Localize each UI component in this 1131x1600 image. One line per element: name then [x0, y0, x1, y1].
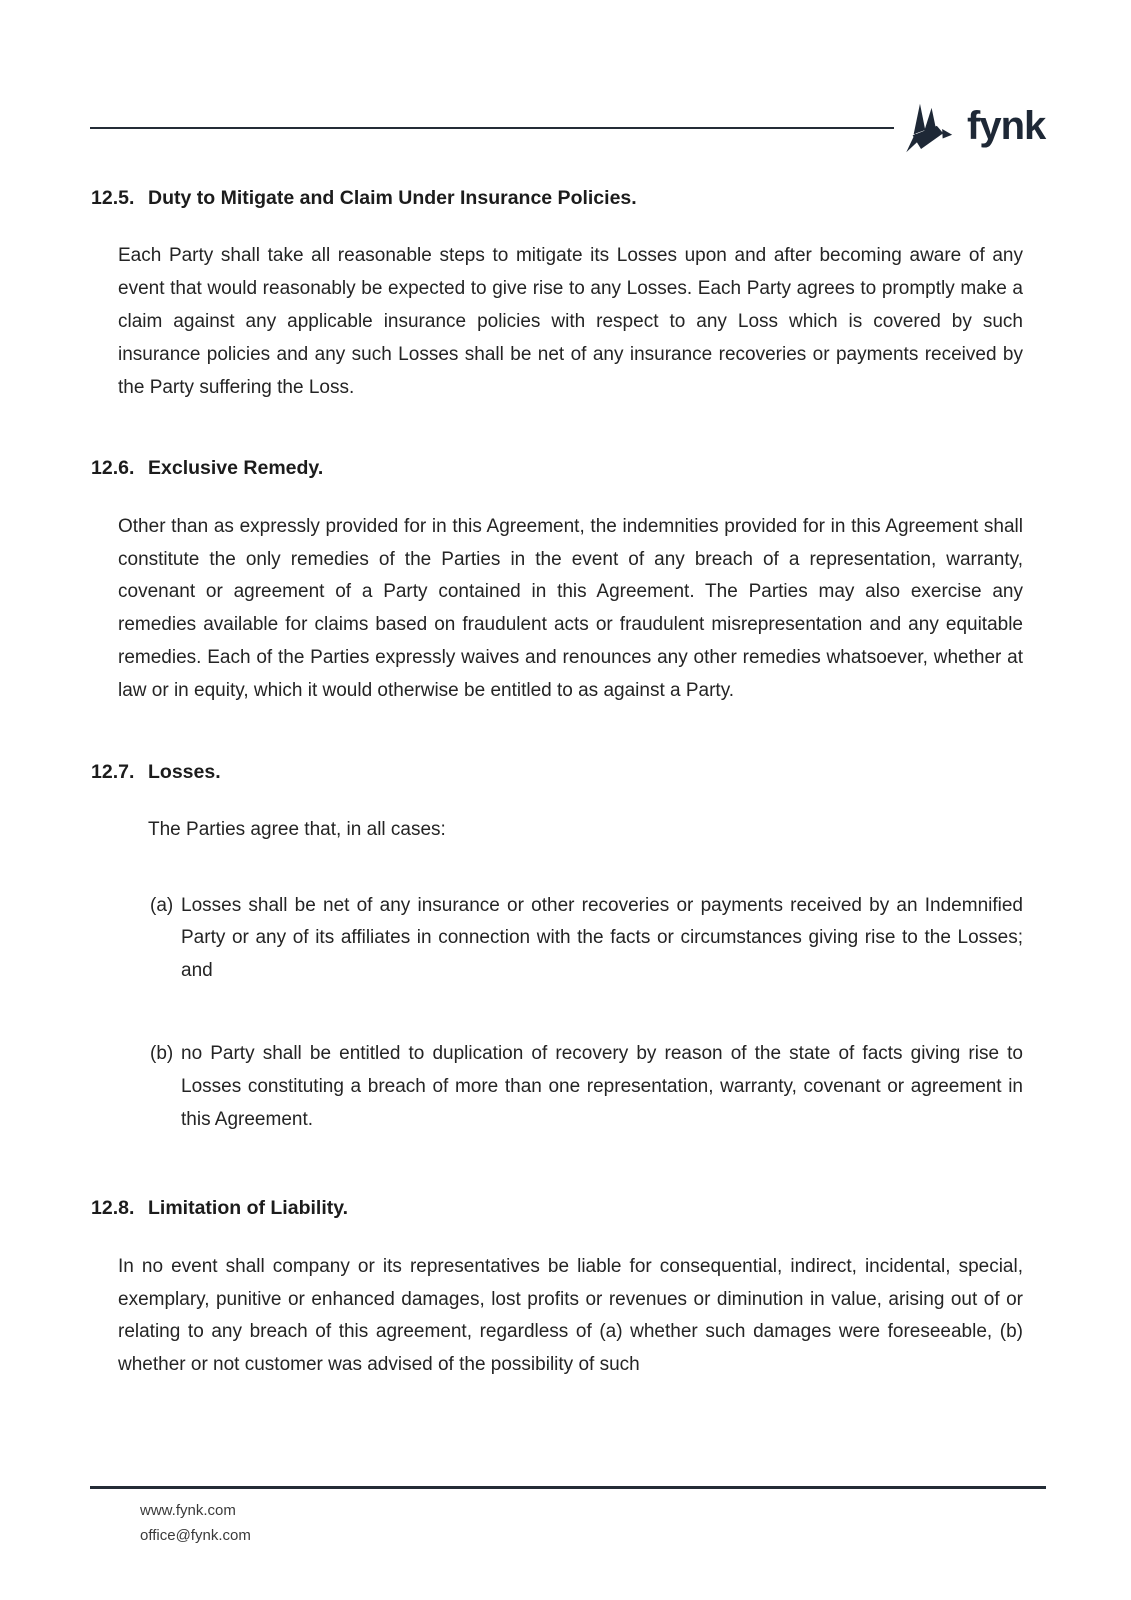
- section-title: Duty to Mitigate and Claim Under Insurance Policies.: [148, 187, 637, 209]
- origami-crane-icon: [901, 97, 959, 161]
- brand-logo: [901, 93, 1045, 165]
- section-number: 12.8.: [91, 1197, 135, 1220]
- document-body: [0, 186, 1131, 1382]
- section-heading-12-8: [91, 1196, 1023, 1220]
- brand-name: fynk: [967, 104, 1046, 148]
- footer-email: office@fynk.com: [140, 1527, 251, 1544]
- section-paragraph: Other than as expressly provided for in this Agreement, the indemnities provided for in this Agreement shall constitute the only remedies of the Parties in the event of any breach of a representation, warranty, covenant or agreement of a Party contained in this Agreement. The Parties may also exercise any remedies available for claims based on fraudulent acts or fraudulent misrepresentation and any equitable remedies. Each of the Parties expressly waives and renounces any other remedies whatsoever, whether at law or in equity, which it would otherwise be entitled to as against a Party.: [118, 515, 1023, 701]
- section-number: 12.5.: [91, 187, 135, 209]
- section-heading-12-6: [91, 456, 1023, 480]
- list-marker: (b): [150, 1043, 174, 1065]
- list-item-b: [150, 1038, 1023, 1136]
- section-title: Limitation of Liability.: [148, 1197, 349, 1220]
- section-paragraph: In no event shall company or its representatives be liable for consequential, indirect, incidental, special, exemplary, punitive or enhanced damages, lost profits or revenues or diminution in value, arising out of or relating to any breach of this agreement, regardless of (a) whether such damages were foreseeable, (b) whether or not customer was advised of the possibility of such: [118, 1255, 1023, 1376]
- footer-website: www.fynk.com: [140, 1502, 236, 1519]
- list-item-a: [150, 890, 1023, 988]
- section-title: Losses.: [148, 760, 221, 783]
- section-paragraph: Each Party shall take all reasonable steps to mitigate its Losses upon and after becoming aware of any event that would reasonably be expected to give rise to any Losses. Each Party agrees to promptly make a claim against any applicable insurance policies with respect to any Loss which is covered by such insurance policies and any such Losses shall be net of any insurance recoveries or payments received by the Party suffering the Loss.: [118, 245, 1023, 398]
- list-item-text: Losses shall be net of any insurance or other recoveries or payments received by an Indemnified Party or any of its affiliates in connection with the facts or circumstances giving rise to the Losses; and: [181, 894, 1023, 982]
- section-number: 12.6.: [91, 457, 135, 480]
- header-divider: [90, 127, 894, 129]
- section-intro: The Parties agree that, in all cases:: [148, 818, 446, 840]
- list-marker: (a): [150, 894, 174, 916]
- list-item-text: no Party shall be entitled to duplication of recovery by reason of the state of facts giving rise to Losses constituting a breach of more than one representation, warranty, covenant or agreement in this Agreement.: [181, 1043, 1023, 1130]
- section-number: 12.7.: [91, 760, 135, 783]
- section-heading-12-5: [91, 186, 1023, 210]
- section-title: Exclusive Remedy.: [148, 457, 324, 480]
- section-heading-12-7: [91, 760, 1023, 784]
- page-footer: [90, 1486, 1046, 1548]
